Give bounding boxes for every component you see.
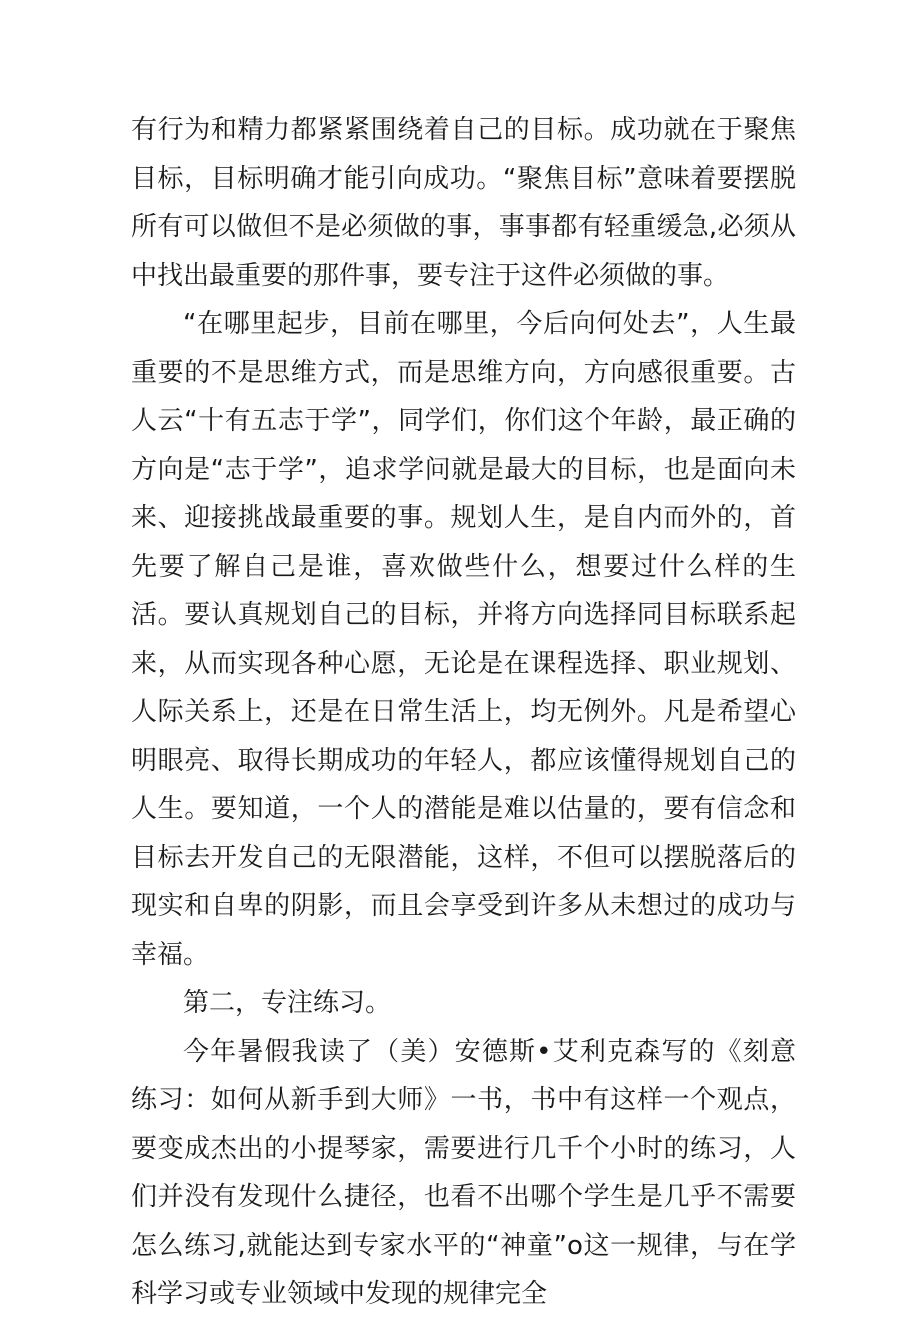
section-heading-focused-practice: 第二，专注练习。 bbox=[183, 988, 392, 1018]
paragraph-focus-goal: 有行为和精力都紧紧围绕着自己的目标。成功就在于聚焦目标，目标明确才能引向成功。“聚焦目标”意味着要摆脱所有可以做但不是必须做的事，事事都有轻重缓急,必须从中找出最重要的那件事，要专注于这件必须做的事。 bbox=[131, 115, 796, 291]
body-text bbox=[131, 106, 796, 1319]
paragraph-deliberate-practice: 今年暑假我读了（美）安德斯•艾利克森写的《刻意练习：如何从新手到大师》一书，书中有这样一个观点，要变成杰出的小提琴家，需要进行几千个小时的练习，人们并没有发现什么捷径，也看不出哪个学生是几乎不需要怎么练习,就能达到专家水平的“神童”o这一规律，与在学科学习或专业领域中发现的规律完全 bbox=[131, 1036, 796, 1309]
paragraph-life-direction: “在哪里起步，目前在哪里，今后向何处去”，人生最重要的不是思维方式，而是思维方向，方向感很重要。古人云“十有五志于学”，同学们，你们这个年龄，最正确的方向是“志于学”，追求学问就是最大的目标，也是面向未来、迎接挑战最重要的事。规划人生，是自内而外的，首先要了解自己是谁，喜欢做些什么，想要过什么样的生活。要认真规划自己的目标，并将方向选择同目标联系起来，从而实现各种心愿，无论是在课程选择、职业规划、人际关系上，还是在日常生活上，均无例外。凡是希望心明眼亮、取得长期成功的年轻人，都应该懂得规划自己的人生。要知道，一个人的潜能是难以估量的，要有信念和目标去开发自己的无限潜能，这样，不但可以摆脱落后的现实和自卑的阴影，而且会享受到许多从未想过的成功与幸福。 bbox=[131, 309, 796, 970]
